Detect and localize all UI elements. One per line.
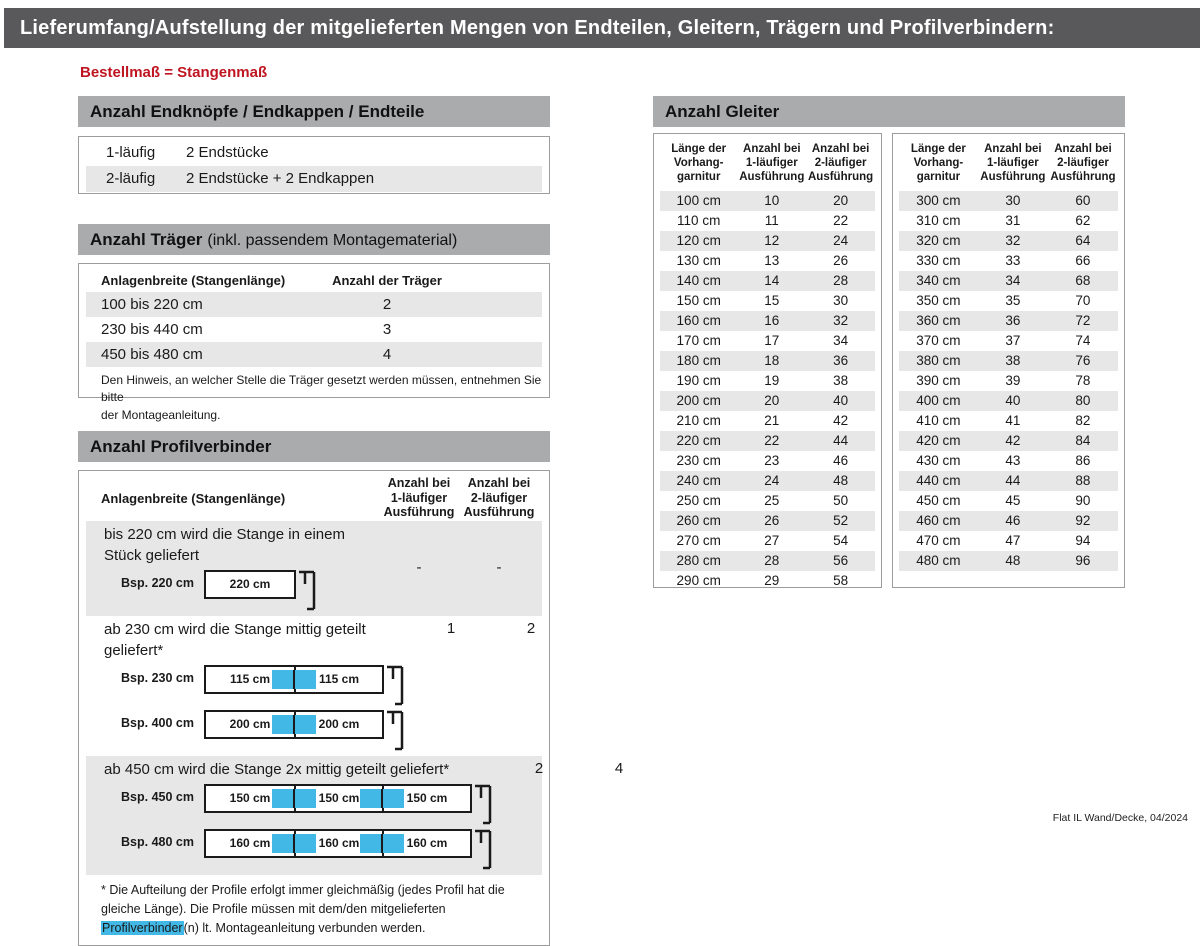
gleiter-cell: 82 [1075,413,1091,429]
gleiter-table-left [653,133,882,588]
rod-diagram [204,569,323,611]
rod-end-bracket-icon [299,569,323,611]
footnote [86,875,542,939]
column-header: Anzahl der Träger [332,272,442,288]
table-row [86,756,624,875]
gleiter-cell: 150 cm [676,293,721,309]
gleiter-cell: 52 [833,513,849,529]
rod-end-bracket-icon [387,664,411,706]
gleiter-cell: 310 cm [916,213,961,229]
column-header: Anzahl bei 1-läufiger Ausführung [980,143,1046,184]
table-row [86,166,542,192]
profile-connector-swatch [272,789,316,808]
column-header: Anlagenbreite (Stangenlänge) [101,272,286,288]
gleiter-row [899,471,1118,491]
gleiter-cell: 43 [1005,453,1021,469]
gleiter-row [660,391,875,411]
gleiter-cell: 40 [1005,393,1021,409]
endteile-table [78,136,550,194]
gleiter-cell: 54 [833,533,849,549]
rod-example [86,664,411,706]
connector-count-1run: 2 [534,760,544,777]
rod-segment: 160 cm [229,836,271,850]
column-header: Anzahl bei 1-läufiger Ausführung [383,475,455,520]
gleiter-cell: 16 [764,313,780,329]
gleiter-cell: 34 [833,333,849,349]
column-header: Anzahl bei 2-läufiger Ausführung [808,143,874,184]
gleiter-cell: 66 [1075,253,1091,269]
page-title-banner [4,8,1200,48]
gleiter-cell: 460 cm [916,513,961,529]
rule-text: ab 450 cm wird die Stange 2x mittig geteilt geliefert* [104,761,450,778]
gleiter-cell: 230 cm [676,453,721,469]
gleiter-row [660,491,875,511]
gleiter-row [899,291,1118,311]
bracket-count: 3 [382,321,392,338]
gleiter-cell: 450 cm [916,493,961,509]
section-header-bold: Anzahl Träger [90,230,203,249]
gleiter-cell: 88 [1075,473,1091,489]
rod-end-bracket-icon [387,709,411,751]
gleiter-cell: 190 cm [676,373,721,389]
rod-diagram [204,664,411,706]
gleiter-cell: 40 [833,393,849,409]
rod-segment: 200 cm [229,717,271,731]
gleiter-cell: 60 [1075,193,1091,209]
gleiter-row [660,471,875,491]
profile-connector-swatch [272,715,316,734]
rod-segment: 200 cm [294,712,382,737]
profilverbinder-table [78,470,624,946]
section-header-endteile: Anzahl Endknöpfe / Endkappen / Endteile [78,96,550,127]
gleiter-cell: 110 cm [677,213,721,229]
table-row [86,317,542,342]
gleiter-cell: 200 cm [676,393,721,409]
gleiter-cell: 20 [833,193,849,209]
rod-example [86,569,379,611]
gleiter-cell: 29 [764,573,780,589]
gleiter-row [899,491,1118,511]
rod-end-bracket-icon [475,783,499,825]
table-header-row [899,134,1118,191]
gleiter-cell: 22 [764,433,780,449]
gleiter-cell: 27 [764,533,780,549]
rod [204,710,384,739]
gleiter-row [899,271,1118,291]
gleiter-cell: 340 cm [916,273,961,289]
gleiter-cell: 10 [764,193,780,209]
gleiter-cell: 38 [833,373,849,389]
gleiter-cell: 28 [833,273,849,289]
gleiter-cell: 32 [833,313,849,329]
gleiter-cell: 39 [1005,373,1021,389]
gleiter-cell: 30 [833,293,849,309]
gleiter-cell: 370 cm [916,333,961,349]
gleiter-cell: 74 [1075,333,1091,349]
gleiter-cell: 47 [1005,533,1021,549]
gleiter-cell: 41 [1005,413,1021,429]
gleiter-cell: 30 [1005,193,1021,209]
column-header: Anzahl bei 2-läufiger Ausführung [1050,143,1116,184]
rod [204,570,296,599]
width-range: 100 bis 220 cm [101,296,203,313]
gleiter-cell: 13 [764,253,780,269]
gleiter-cell: 320 cm [916,233,961,249]
gleiter-cell: 280 cm [676,553,721,569]
gleiter-row [899,211,1118,231]
gleiter-row [660,231,875,251]
bracket-count: 2 [382,296,392,313]
gleiter-cell: 48 [833,473,849,489]
gleiter-cell: 35 [1005,293,1021,309]
gleiter-cell: 12 [764,233,780,249]
run-type-label: 1-läufig [106,144,156,161]
connector-count-2run: 2 [526,620,536,637]
gleiter-cell: 19 [764,373,780,389]
gleiter-row [899,331,1118,351]
width-range: 450 bis 480 cm [101,346,203,363]
rod-segment: 150 cm [382,786,470,811]
gleiter-row [899,511,1118,531]
gleiter-row [660,551,875,571]
document-footer: Flat IL Wand/Decke, 04/2024 [1052,812,1188,824]
rod-diagram [204,783,499,825]
rod-example [86,709,411,751]
connector-count-2run: 4 [614,760,624,777]
gleiter-cell: 350 cm [916,293,961,309]
gleiter-row [660,371,875,391]
gleiter-cell: 26 [833,253,849,269]
gleiter-row [899,451,1118,471]
bracket-count: 4 [382,346,392,363]
gleiter-row [660,571,875,591]
traeger-table [78,263,550,422]
gleiter-cell: 100 cm [676,193,721,209]
gleiter-cell: 24 [833,233,849,249]
gleiter-cell: 130 cm [676,253,721,269]
gleiter-cell: 330 cm [916,253,961,269]
gleiter-row [899,371,1118,391]
gleiter-cell: 22 [833,213,849,229]
gleiter-cell: 160 cm [676,313,721,329]
gleiter-cell: 18 [764,353,780,369]
gleiter-cell: 84 [1075,433,1091,449]
gleiter-cell: 410 cm [916,413,961,429]
gleiter-cell: 430 cm [916,453,961,469]
gleiter-row [899,431,1118,451]
gleiter-cell: 470 cm [916,533,961,549]
gleiter-row [660,331,875,351]
gleiter-cell: 17 [764,333,780,349]
section-header-gleiter: Anzahl Gleiter [653,96,1125,127]
table-row [86,342,542,367]
rule-text: ab 230 cm wird die Stange mittig geteilt geliefert* [104,621,366,659]
gleiter-cell: 480 cm [916,553,961,569]
rod-example [86,828,499,870]
connector-count-1run: - [416,559,422,576]
run-type-label: 2-läufig [106,170,156,187]
connector-count-2run: - [496,559,502,576]
gleiter-row [660,311,875,331]
column-header: Anzahl bei 2-läufiger Ausführung [463,475,535,520]
table-row [86,616,542,756]
gleiter-cell: 28 [764,553,780,569]
rod-diagram [204,709,411,751]
gleiter-cell: 46 [1005,513,1021,529]
rod-end-bracket-icon [475,828,499,870]
gleiter-row [660,271,875,291]
profile-connector-swatch [360,834,404,853]
rod-segment: 160 cm [294,831,382,856]
rod [204,784,472,813]
gleiter-row [660,531,875,551]
gleiter-cell: 38 [1005,353,1021,369]
connector-count-1run: 1 [446,620,456,637]
mounting-note: Den Hinweis, an welcher Stelle die Träger gesetzt werden müssen, entnehmen Sie bitte der Montageanleitung. [101,373,542,422]
gleiter-cell: 44 [1005,473,1021,489]
order-measure-note: Bestellmaß = Stangenmaß [80,64,268,81]
gleiter-cell: 78 [1075,373,1091,389]
gleiter-cell: 180 cm [676,353,721,369]
gleiter-cell: 220 cm [676,433,721,449]
gleiter-cell: 33 [1005,253,1021,269]
rod-example-label: Bsp. 450 cm [121,790,194,804]
rod [204,665,384,694]
column-header: Länge der Vorhang- garnitur [671,143,727,184]
gleiter-row [660,191,875,211]
rod-example-label: Bsp. 220 cm [121,576,194,590]
end-pieces-value: 2 Endstücke [186,144,269,161]
gleiter-row [899,391,1118,411]
gleiter-row [899,231,1118,251]
footnote-text: * Die Aufteilung der Profile erfolgt immer gleichmäßig (jedes Profil hat die gleiche Länge). Die Profile müssen mit dem/den mitgelieferten [101,883,505,916]
gleiter-cell: 210 cm [676,413,721,429]
gleiter-cell: 80 [1075,393,1091,409]
gleiter-row [660,211,875,231]
gleiter-cell: 420 cm [916,433,961,449]
gleiter-row [660,411,875,431]
rod-segment: 220 cm [229,577,271,591]
column-header: Länge der Vorhang- garnitur [910,143,966,184]
table-row [86,292,542,317]
rod-segment: 150 cm [229,791,271,805]
gleiter-row [660,431,875,451]
gleiter-cell: 86 [1075,453,1091,469]
gleiter-cell: 31 [1005,213,1021,229]
table-header-row [86,471,542,521]
gleiter-cell: 23 [764,453,780,469]
gleiter-cell: 440 cm [916,473,961,489]
gleiter-cell: 46 [833,453,849,469]
gleiter-row [660,291,875,311]
gleiter-cell: 25 [764,493,780,509]
gleiter-cell: 94 [1075,533,1091,549]
profile-connector-swatch [360,789,404,808]
gleiter-cell: 11 [764,213,779,229]
gleiter-cell: 44 [833,433,849,449]
rod [204,829,472,858]
gleiter-cell: 400 cm [916,393,961,409]
gleiter-cell: 32 [1005,233,1021,249]
gleiter-cell: 76 [1075,353,1091,369]
table-row [86,521,542,616]
gleiter-cell: 56 [833,553,849,569]
gleiter-row [899,411,1118,431]
gleiter-cell: 240 cm [676,473,721,489]
gleiter-cell: 170 cm [676,333,721,349]
gleiter-cell: 70 [1075,293,1091,309]
rod-example-label: Bsp. 480 cm [121,835,194,849]
gleiter-cell: 26 [764,513,780,529]
gleiter-cell: 15 [764,293,780,309]
section-header-suffix: (inkl. passendem Montagematerial) [207,232,458,249]
rod-segment: 115 cm [229,672,271,686]
gleiter-cell: 90 [1075,493,1091,509]
gleiter-cell: 380 cm [916,353,961,369]
gleiter-cell: 300 cm [916,193,961,209]
gleiter-cell: 48 [1005,553,1021,569]
width-range: 230 bis 440 cm [101,321,203,338]
profile-connector-swatch [272,834,316,853]
gleiter-cell: 42 [1005,433,1021,449]
table-header-row [660,134,875,191]
rod-segment: 115 cm [294,667,382,692]
gleiter-cell: 64 [1075,233,1091,249]
rod-diagram [204,828,499,870]
gleiter-cell: 42 [833,413,849,429]
gleiter-cell: 140 cm [676,273,721,289]
gleiter-row [660,511,875,531]
table-row [86,140,542,166]
gleiter-cell: 290 cm [676,573,721,589]
rod-example-label: Bsp. 230 cm [121,671,194,685]
gleiter-row [899,311,1118,331]
gleiter-cell: 24 [764,473,780,489]
profile-connector-swatch [272,670,316,689]
gleiter-cell: 14 [764,273,780,289]
gleiter-cell: 58 [833,573,849,589]
gleiter-table-right [892,133,1125,588]
rule-text: bis 220 cm wird die Stange in einem Stück geliefert [104,526,345,564]
section-header-traeger [78,224,550,255]
gleiter-cell: 34 [1005,273,1021,289]
rod-example-label: Bsp. 400 cm [121,716,194,730]
footnote-text: (n) lt. Montageanleitung verbunden werden. [183,920,426,935]
gleiter-cell: 68 [1075,273,1091,289]
gleiter-row [899,351,1118,371]
table-header-row [86,268,542,292]
column-header: Anzahl bei 1-läufiger Ausführung [739,143,805,184]
gleiter-cell: 72 [1075,313,1091,329]
gleiter-cell: 360 cm [916,313,961,329]
gleiter-row [899,191,1118,211]
rod-segment: 160 cm [382,831,470,856]
gleiter-cell: 120 cm [676,233,721,249]
gleiter-cell: 20 [764,393,780,409]
gleiter-cell: 21 [764,413,780,429]
gleiter-cell: 62 [1075,213,1091,229]
column-header: Anlagenbreite (Stangenlänge) [101,490,286,506]
gleiter-cell: 96 [1075,553,1091,569]
gleiter-row [660,251,875,271]
gleiter-row [660,351,875,371]
rod-example [86,783,499,825]
gleiter-row [899,251,1118,271]
gleiter-cell: 390 cm [916,373,961,389]
gleiter-row [899,531,1118,551]
gleiter-cell: 260 cm [676,513,721,529]
gleiter-row [899,551,1118,571]
gleiter-cell: 45 [1005,493,1021,509]
page-title: Lieferumfang/Aufstellung der mitgelieferten Mengen von Endteilen, Gleitern, Trägern und Profilverbindern: [20,17,1055,39]
gleiter-row [660,451,875,471]
gleiter-cell: 250 cm [676,493,721,509]
gleiter-cell: 37 [1005,333,1021,349]
gleiter-cell: 92 [1075,513,1091,529]
gleiter-cell: 36 [833,353,849,369]
gleiter-cell: 270 cm [676,533,721,549]
gleiter-cell: 36 [1005,313,1021,329]
rod-segment: 150 cm [294,786,382,811]
footnote-highlight: Profilverbinder [102,920,183,935]
section-header-profilverbinder: Anzahl Profilverbinder [78,431,550,462]
end-pieces-value: 2 Endstücke + 2 Endkappen [186,170,375,187]
gleiter-cell: 50 [833,493,849,509]
